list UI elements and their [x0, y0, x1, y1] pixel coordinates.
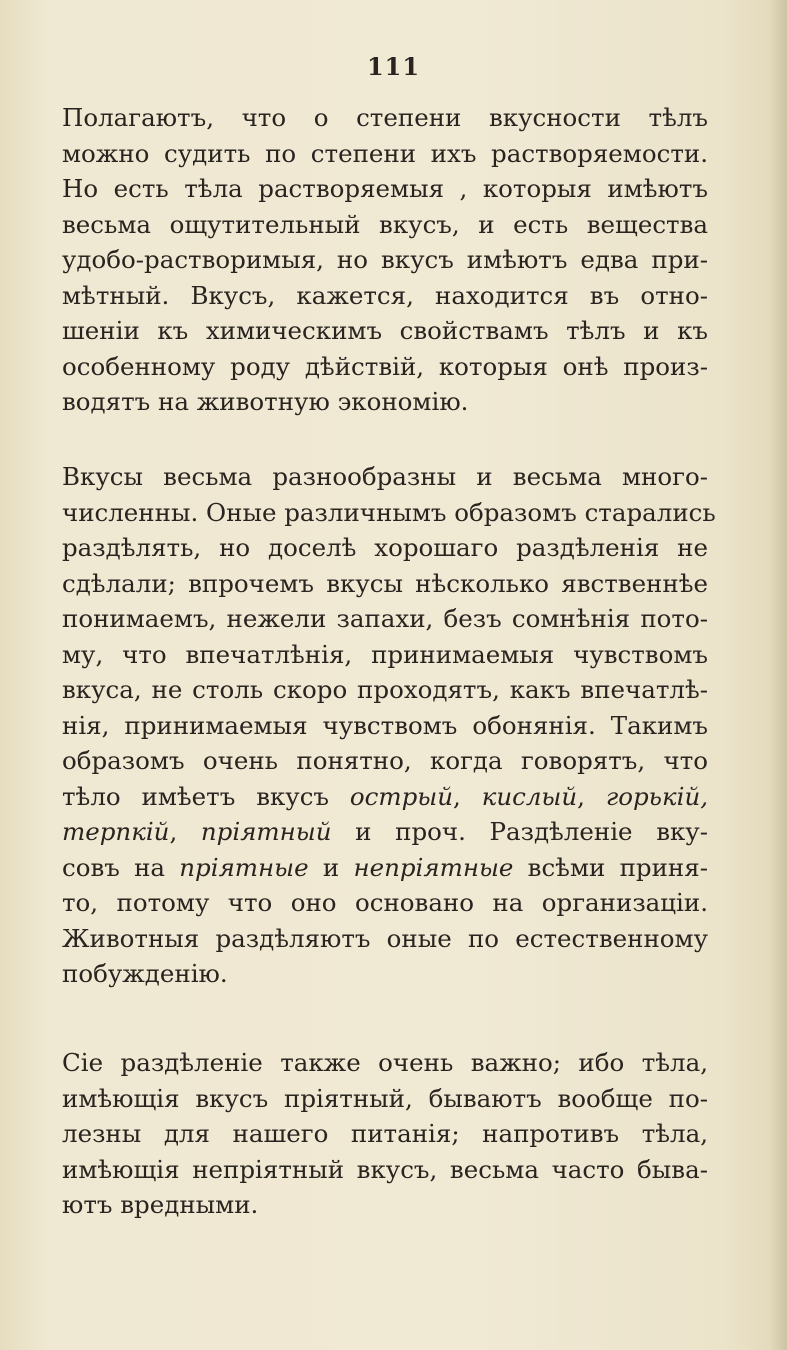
italic-term: горькій, — [605, 781, 709, 811]
text-line — [62, 708, 708, 744]
text-run: побужденію. — [62, 959, 228, 988]
text-line — [62, 349, 708, 385]
text-run: нія, принимаемыя чувствомъ обонянія. Такимъ — [62, 710, 708, 740]
text-run: Полагаютъ, что о степени вкусности тѣлъ — [62, 103, 708, 132]
page-edge-shadow — [769, 0, 787, 1350]
text-line — [62, 637, 708, 673]
italic-term: терпкій — [62, 817, 170, 846]
text-run: Но есть тѣла растворяемыя , которыя имѣютъ — [62, 174, 708, 203]
text-run: раздѣлять, но доселѣ хорошаго раздѣленія не — [62, 533, 708, 562]
text-run: Животныя раздѣляютъ оные по естественному — [62, 923, 708, 953]
text-line — [62, 207, 708, 243]
text-line — [62, 885, 708, 921]
text-line — [62, 171, 708, 207]
text-line — [62, 100, 708, 136]
paragraph-3 — [62, 1045, 708, 1223]
text-run: , — [169, 817, 201, 846]
text-run: совъ на — [62, 852, 180, 882]
text-run: Сіе раздѣленіе также очень важно; ибо тѣла, — [62, 1048, 708, 1077]
text-run: понимаемъ, нежели запахи, безъ сомнѣнія пото- — [62, 604, 708, 633]
italic-term: непріятные — [353, 852, 514, 882]
text-run: водятъ на животную экономію. — [62, 387, 469, 416]
text-line — [62, 1116, 708, 1152]
text-run: ютъ вредными. — [62, 1190, 259, 1219]
page-number: 111 — [366, 52, 421, 81]
text-line — [62, 743, 708, 779]
text-line — [62, 921, 708, 957]
text-run: вкуса, не столь скоро проходятъ, какъ впечатлѣ- — [62, 675, 708, 704]
text-run: Вкусы весьма разнообразны и весьма много- — [62, 462, 708, 491]
text-run: шеніи къ химическимъ свойствамъ тѣлъ и къ — [62, 316, 708, 345]
text-line — [62, 814, 708, 850]
text-run: тѣло имѣетъ вкусъ — [62, 781, 350, 811]
text-run: и проч. Раздѣленіе вку- — [331, 817, 708, 846]
text-line — [62, 384, 708, 420]
text-run: мѣтный. Вкусъ, кажется, находится въ отно- — [62, 280, 708, 310]
italic-term: острый — [349, 781, 454, 811]
text-line — [62, 495, 716, 531]
text-run: численны. Оные различнымъ образомъ старались — [62, 497, 716, 527]
text-run: всѣми приня- — [513, 852, 708, 882]
text-line — [62, 136, 708, 172]
text-line — [62, 278, 708, 314]
text-run: особенному роду дѣйствій, которыя онѣ произ- — [62, 351, 708, 381]
text-run: имѣющія непріятный вкусъ, весьма часто быва- — [62, 1154, 708, 1184]
text-line — [62, 313, 708, 349]
text-run: му, что впечатлѣнія, принимаемыя чувствомъ — [62, 639, 708, 669]
text-line — [62, 459, 708, 495]
text-line — [62, 779, 708, 815]
text-line — [62, 1152, 708, 1188]
text-line — [62, 1081, 708, 1117]
text-line — [62, 242, 708, 278]
text-run: образомъ очень понятно, когда говорятъ, что — [62, 746, 708, 775]
italic-term: кислый — [481, 781, 578, 811]
text-line — [62, 601, 708, 637]
italic-term: пріятные — [179, 852, 309, 882]
text-run: то, потому что оно основано на организаціи. — [62, 888, 708, 917]
text-run: весьма ощутительный вкусъ, и есть вещества — [62, 209, 708, 239]
text-run: , — [453, 781, 482, 811]
text-run: сдѣлали; впрочемъ вкусы нѣсколько явственнѣе — [62, 568, 708, 598]
text-run: удобо-растворимыя, но вкусъ имѣютъ едва при- — [62, 245, 708, 274]
text-run: можно судить по степени ихъ растворяемости. — [62, 138, 708, 168]
text-line — [62, 956, 708, 992]
paragraph-1 — [62, 100, 708, 420]
text-line — [62, 672, 708, 708]
paragraph-2 — [62, 459, 716, 992]
text-line — [62, 1187, 708, 1223]
text-run: имѣющія вкусъ пріятный, бываютъ вообще по- — [62, 1083, 708, 1113]
italic-term: пріятный — [200, 817, 332, 846]
text-run: , — [577, 781, 606, 811]
text-line — [62, 566, 708, 602]
text-run: и — [308, 852, 354, 882]
text-line — [62, 850, 708, 886]
text-run: лезны для нашего питанія; напротивъ тѣла, — [62, 1119, 708, 1148]
text-line — [62, 1045, 708, 1081]
text-line — [62, 530, 708, 566]
